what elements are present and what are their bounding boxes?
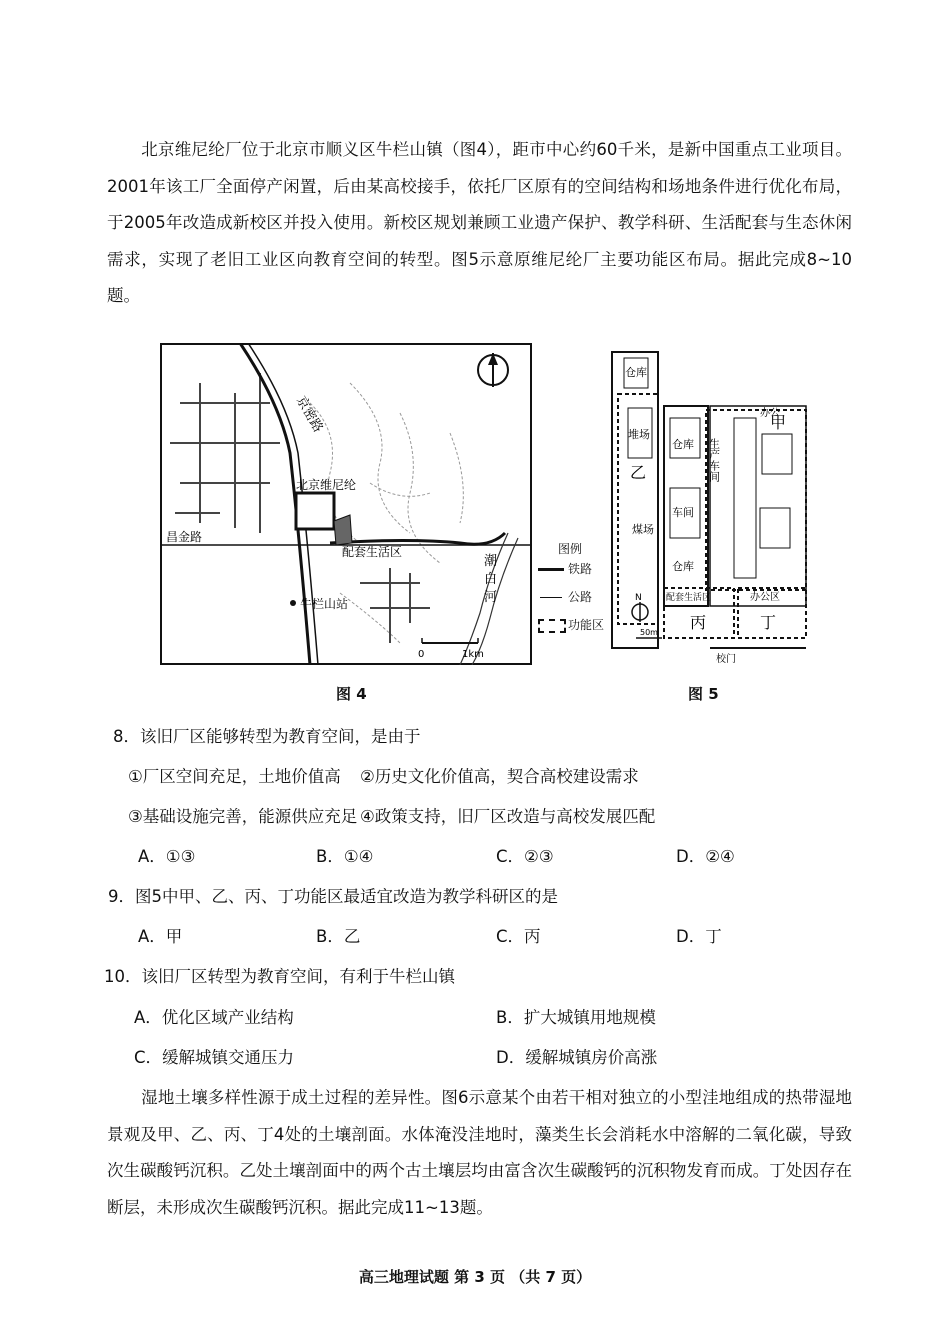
question-8-stem: 8．该旧厂区能够转型为教育空间，是由于	[113, 727, 421, 746]
label-yard: 堆场	[628, 428, 650, 441]
label-changjin-road: 昌金路	[166, 530, 203, 544]
question-9-option-a[interactable]: A．甲	[138, 927, 183, 946]
question-10-stem: 10．该旧厂区转型为教育空间，有利于牛栏山镇	[104, 967, 455, 986]
figure-4-caption: 图 4	[336, 685, 367, 703]
label-station: 牛栏山站	[300, 597, 349, 611]
scale-km: 1km	[462, 649, 484, 660]
label-factory: 北京维尼纶	[296, 478, 357, 492]
question-9-option-c[interactable]: C．丙	[496, 927, 541, 946]
label-jingmi-road: 京密路	[292, 393, 326, 436]
label-bing: 丙	[690, 613, 707, 632]
intro-paragraph: 北京维尼纶厂位于北京市顺义区牛栏山镇（图4），距市中心约60千米，是新中国重点工业项目。2001年该工厂全面停产闲置，后由某高校接手，依托厂区原有的空间结构和场地条件进行优化布局，于2005年改造成新校区并投入使用。新校区规划兼顾工业遗产保护、教学科研、生活配套与生态休闲需求，实现了老旧工业区向教育空间的转型。图5示意原维尼纶厂主要功能区布局。据此完成8~10题。	[107, 140, 852, 305]
question-10-option-b[interactable]: B．扩大城镇用地规模	[496, 1008, 656, 1027]
question-8-option-c[interactable]: C．②③	[496, 847, 554, 866]
label-scale: 50m	[640, 628, 658, 637]
label-ding: 丁	[760, 613, 777, 632]
question-10-option-d[interactable]: D．缓解城镇房价高涨	[496, 1048, 658, 1067]
label-gate: 校门	[716, 654, 736, 665]
label-living: 配套生活区	[666, 593, 712, 603]
question-9-stem: 9．图5中甲、乙、丙、丁功能区最适宜改造为教学科研区的是	[108, 887, 558, 906]
label-river-1: 潮	[484, 554, 498, 569]
label-river-3: 河	[484, 590, 498, 605]
question-9-option-d[interactable]: D．丁	[676, 927, 722, 946]
figure-4-map	[160, 343, 532, 665]
label-warehouse-top: 仓库	[625, 366, 647, 379]
question-8-statement-3: ③基础设施完善，能源供应充足	[128, 807, 358, 826]
label-workshop: 车间	[672, 506, 694, 519]
question-8-option-a[interactable]: A．①③	[138, 847, 196, 866]
soil-paragraph: 湿地土壤多样性源于成土过程的差异性。图6示意某个由若干相对独立的小型洼地组成的热带湿地景观及甲、乙、丙、丁4处的土壤剖面。水体淹没洼地时，藻类生长会消耗水中溶解的二氧化碳，导致次生碳酸钙沉积。乙处土壤剖面中的两个古土壤层均由富含次生碳酸钙的沉积物发育而成。丁处因存在断层，未形成次生碳酸钙沉积。据此完成11~13题。	[107, 1088, 852, 1217]
question-10-option-a[interactable]: A．优化区域产业结构	[134, 1008, 294, 1027]
question-8-option-d[interactable]: D．②④	[676, 847, 735, 866]
label-warehouse-mid: 仓库	[672, 438, 694, 451]
question-9-option-b[interactable]: B．乙	[316, 927, 361, 946]
label-yi: 乙	[630, 463, 647, 482]
label-north: N	[635, 593, 642, 603]
question-8-statement-1: ①厂区空间充足，土地价值高	[128, 767, 341, 786]
scale-zero: 0	[418, 649, 425, 660]
label-coal: 煤场	[632, 523, 654, 536]
figure-5-layout	[610, 348, 810, 668]
legend-title: 图例	[558, 542, 583, 556]
figure-5-caption: 图 5	[688, 685, 719, 703]
question-8-statement-4: ④政策支持，旧厂区改造与高校发展匹配	[360, 807, 656, 826]
question-8-statement-2: ②历史文化价值高，契合高校建设需求	[360, 767, 639, 786]
label-jia: 甲	[770, 413, 787, 432]
page-footer: 高三地理试题 第 3 页 （共 7 页）	[358, 1268, 592, 1286]
question-10-option-c[interactable]: C．缓解城镇交通压力	[134, 1048, 295, 1067]
label-warehouse-low: 仓库	[672, 560, 694, 573]
label-river-2: 白	[484, 572, 498, 587]
label-office: 办公区	[750, 592, 780, 603]
label-production-workshop: 生产车间	[707, 438, 721, 482]
question-8-option-b[interactable]: B．①④	[316, 847, 374, 866]
label-office-small: 办公	[760, 408, 780, 419]
label-living-area: 配套生活区	[342, 545, 403, 559]
